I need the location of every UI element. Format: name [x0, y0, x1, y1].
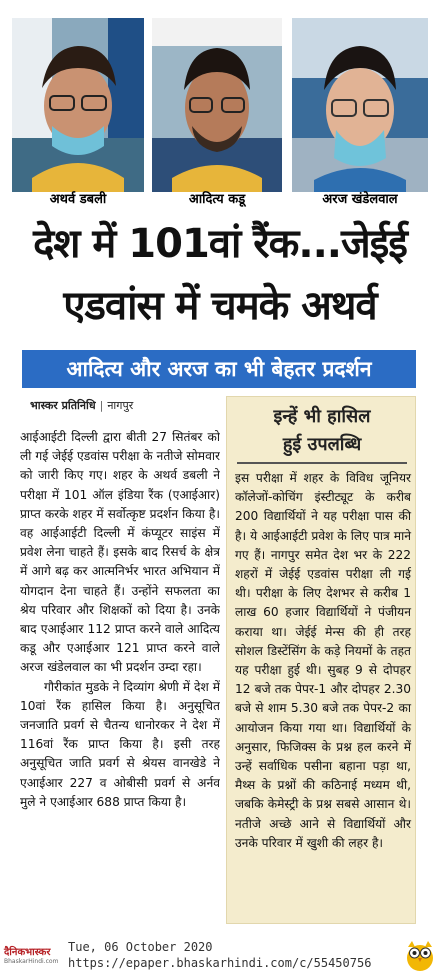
byline-city: नागपुर: [107, 399, 134, 412]
byline-divider: |: [99, 399, 104, 412]
headline-line-2: एडवांस में चमके अथर्व: [63, 283, 377, 329]
article-body: [20, 428, 220, 923]
headline-line-1: देश में 101वां रैंक...जेईई: [33, 221, 407, 267]
sidebar-title-line: हुई उपलब्धि: [282, 434, 362, 455]
footer: [0, 934, 440, 976]
byline: [30, 398, 133, 413]
portrait-image: [292, 18, 428, 192]
subheadline-banner: आदित्य और अरज का भी बेहतर प्रदर्शन: [22, 350, 416, 388]
article-paragraph: आईआईटी दिल्ली द्वारा बीती 27 सितंबर को ली गई जेईई एडवांस परीक्षा के नतीजे सोमवार को जारी किए गए। शहर के अथर्व डबली ने परीक्षा में 101 ऑल इंडिया रैंक (एआईआर) प्राप्त करके शहर में सर्वोत्कृष्ट प्रदर्शन किया है। वह आईआईटी दिल्ली में कंप्यूटर साइंस में प्रवेश लेना चाहते हैं। इसके बाद रिसर्च के क्षेत्र में आगे बढ़ कर आत्मनिर्भर भारत अभियान में योगदान देना चाहते हैं। उन्होंने सफलता का श्रेय परिवार और शिक्षकों को दिया है। उनके बाद एआईआर 112 प्राप्त करने वाले आदित्य कडू और एआईआर 121 प्राप्त करने वाले अरज खंडेलवाल का भी प्रदर्शन उम्दा रहा।: [20, 430, 220, 675]
publisher-logo[interactable]: [4, 942, 74, 970]
photo-caption: अथर्व डबली: [49, 192, 107, 207]
portrait-image: [12, 18, 144, 192]
photo-aditya: [152, 18, 282, 192]
article-paragraph: गौरीकांत मुडके ने दिव्यांग श्रेणी में देश में 10वां रैंक हासिल किया है। अनुसूचित जनजाति प्रवर्ग से चैतन्य धानोरकर ने देश में 116वां रैंक प्राप्त किया है। इसी तरह अनुसूचित जाति प्रवर्ग से श्रेयस वानखेडे ने एआईआर 227 व ओबीसी प्रवर्ग से अर्नव मुले ने एआईआर 688 प्राप्त किया है।: [20, 679, 220, 809]
sidebar-text: इस परीक्षा में शहर के विविध जूनियर कॉलेजों-कोचिंग इंस्टीट्यूट के करीब 200 विद्यार्थियों ने यह परीक्षा पास की है। ये आईआईटी प्रवेश के लिए पात्र माने गए हैं। नागपुर समेत देश भर के 222 शहरों में जेईई एडवांस परीक्षा ली गई थी। परीक्षा के लिए देशभर से करीब 1 लाख 60 हजार विद्यार्थियों ने पंजीयन कराया था। जेईई मेन्स की ही तरह सोशल डिस्टेंसिंग के कड़े नियमों के तहत यह परीक्षा हुई थी। सुबह 9 से दोपहर 12 बजे तक पेपर-1 और दोपहर 2.30 बजे से शाम 5.30 बजे तक पेपर-2 का आयोजन किया गया था। विद्यार्थियों के अनुसार, फिजिक्स के प्रश्न हल करने में उन्हें सर्वाधिक पसीना बहाना पड़ा था, मैथ्स के प्रश्नों की कठिनाई मध्यम थी, जबकि केमेस्ट्री के प्रश्न सबसे आसान थे। नतीजे अच्छे आने से विद्यार्थियों और उनके परिवार में खुशी की लहर है।: [235, 471, 411, 850]
sidebar-title: [227, 403, 417, 459]
sidebar-box: [226, 396, 416, 924]
logo-subtext: BhaskarHindi.com: [4, 958, 59, 965]
photo-strip: [0, 0, 440, 212]
byline-source: भास्कर प्रतिनिधि: [30, 399, 96, 412]
photo-caption: अरज खंडेलवाल: [322, 192, 398, 207]
publish-date: Tue, 06 October 2020: [68, 940, 213, 954]
portrait-image: [152, 18, 282, 192]
sidebar-title-line: इन्हें भी हासिल: [273, 406, 371, 427]
source-url-link[interactable]: https://epaper.bhaskarhindi.com/c/55450756: [68, 956, 372, 970]
logo-wordmark: दैनिकभास्कर: [4, 947, 51, 958]
photo-atharva: [12, 18, 144, 192]
photo-araj: [292, 18, 428, 192]
sidebar-divider: [237, 462, 407, 464]
photo-caption: आदित्य कडू: [188, 192, 246, 207]
owl-mascot-icon: [404, 938, 436, 972]
